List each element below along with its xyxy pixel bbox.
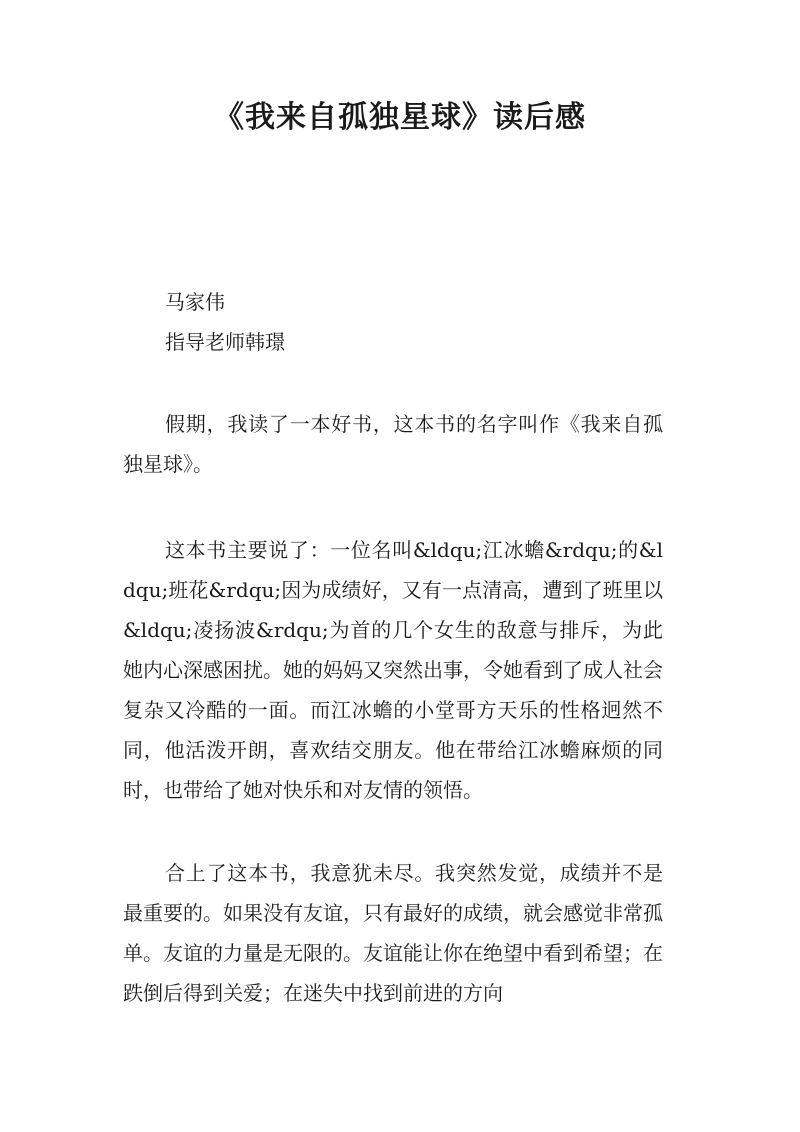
author-name: 马家伟 bbox=[165, 290, 225, 314]
document-title: 《我来自孤独星球》读后感 bbox=[214, 100, 586, 135]
teacher-name: 指导老师韩璟 bbox=[165, 330, 285, 354]
paragraph-2: 这本书主要说了：一位名叫&ldqu;江冰蟾&rdqu;的&ldqu;班花&rdqu;因为成绩好，又有一点清高，遭到了班里以&ldqu;凌扬波&rdqu;为首的几个女生的敌意与排斥，为此她内心深感困扰。她的妈妈又突然出事，令她看到了成人社会复杂又冷酷的一面。而江冰蟾的小堂哥方天乐的性格迥然不同，他活泼开朗，喜欢结交朋友。他在带给江冰蟾麻烦的同时，也带给了她对快乐和对友情的领悟。 bbox=[123, 538, 663, 802]
paragraph-3: 合上了这本书，我意犹未尽。我突然发觉，成绩并不是最重要的。如果没有友谊，只有最好的成绩，就会感觉非常孤单。友谊的力量是无限的。友谊能让你在绝望中看到希望；在跌倒后得到关爱；在迷失中找到前进的方向 bbox=[123, 861, 663, 1005]
paragraph-1: 假期，我读了一本好书，这本书的名字叫作《我来自孤独星球》。 bbox=[123, 412, 663, 476]
